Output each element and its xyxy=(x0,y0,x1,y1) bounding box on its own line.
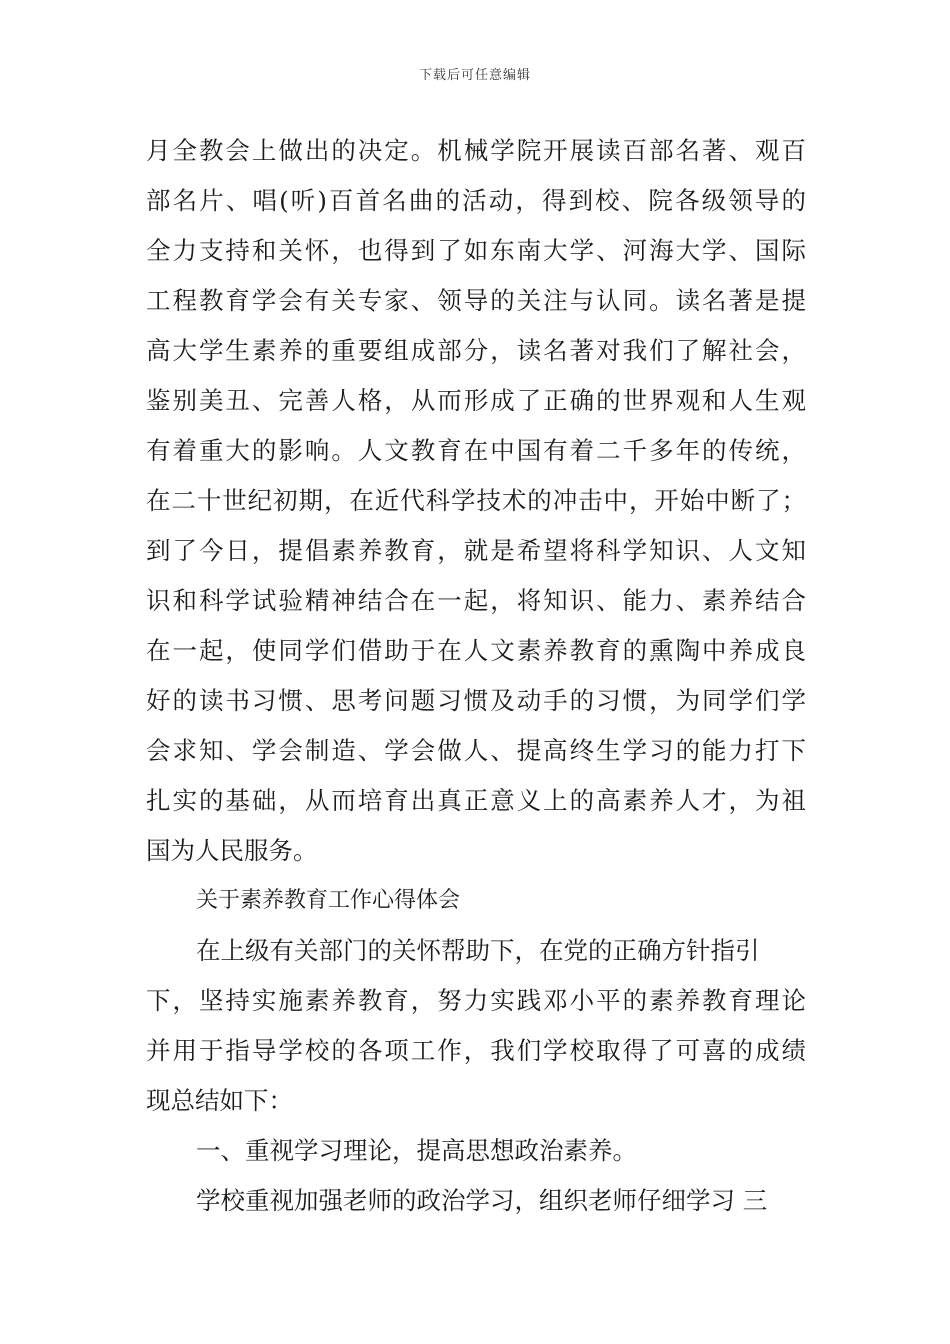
document-body xyxy=(146,126,806,1226)
text-line: 现总结如下： xyxy=(146,1086,293,1115)
text-line: 在一起，使同学们借助于在人文素养教育的熏陶中养成良 xyxy=(146,636,806,665)
text-line: 有着重大的影响。人文教育在中国有着二千多年的传统， xyxy=(146,436,806,465)
text-line: 下，坚持实施素养教育，努力实践邓小平的素养教育理论 xyxy=(146,986,806,1015)
text-line: 部名片、唱(听)百首名曲的活动，得到校、院各级领导的 xyxy=(146,186,806,215)
text-line: 识和科学试验精神结合在一起，将知识、能力、素养结合 xyxy=(146,586,806,615)
text-line: 国为人民服务。 xyxy=(146,836,318,865)
text-line: 会求知、学会制造、学会做人、提高终生学习的能力打下 xyxy=(146,736,806,765)
text-line: 月全教会上做出的决定。机械学院开展读百部名著、观百 xyxy=(146,136,806,165)
text-line: 工程教育学会有关专家、领导的关注与认同。读名著是提 xyxy=(146,286,806,315)
text-line: 好的读书习惯、思考问题习惯及动手的习惯，为同学们学 xyxy=(146,686,806,715)
text-line: 扎实的基础，从而培育出真正意义上的高素养人才，为祖 xyxy=(146,786,806,815)
text-line: 高大学生素养的重要组成部分，读名著对我们了解社会， xyxy=(146,336,806,365)
text-line: 全力支持和关怀，也得到了如东南大学、河海大学、国际 xyxy=(146,236,806,265)
section-heading: 关于素养教育工作心得体会 xyxy=(196,888,461,913)
text-line: 鉴别美丑、完善人格，从而形成了正确的世界观和人生观 xyxy=(146,386,806,415)
text-line: 在二十世纪初期，在近代科学技术的冲击中，开始中断了； xyxy=(146,486,806,515)
header-note: 下载后可任意编辑 xyxy=(418,68,531,83)
text-line: 并用于指导学校的各项工作，我们学校取得了可喜的成绩 xyxy=(146,1036,806,1065)
paragraph-first-line: 在上级有关部门的关怀帮助下，在党的正确方针指引 xyxy=(196,936,760,965)
text-line: 到了今日，提倡素养教育，就是希望将科学知识、人文知 xyxy=(146,536,806,565)
section-subheading: 一、重视学习理论，提高思想政治素养。 xyxy=(196,1136,637,1165)
paragraph-first-line: 学校重视加强老师的政治学习，组织老师仔细学习 三 xyxy=(196,1186,768,1215)
